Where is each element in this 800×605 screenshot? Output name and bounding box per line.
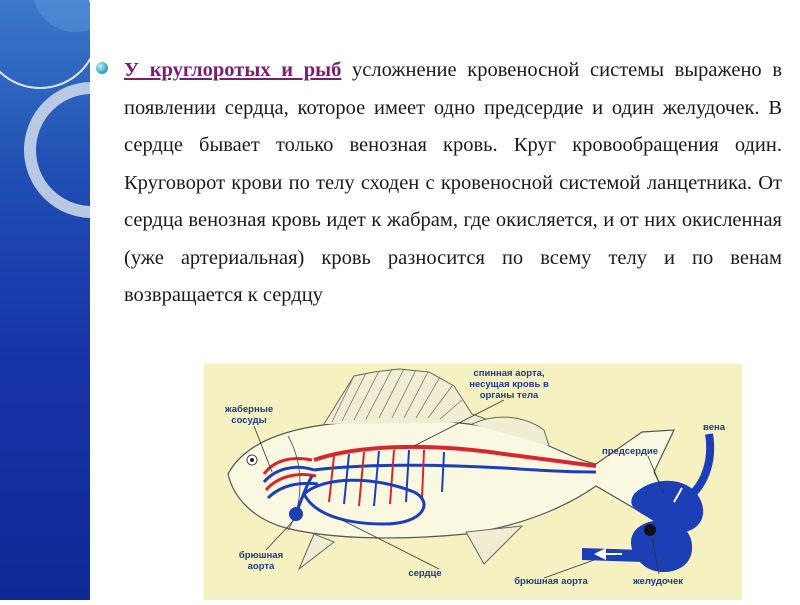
label-heart: сердце [408, 568, 442, 579]
label-ventral-aorta-right: брюшная аорта [514, 576, 588, 587]
label-atrium: предсердие [601, 446, 659, 457]
label-dorsal-aorta: спинная аорта, несущая кровь в органы тела [469, 368, 549, 401]
pelvic-fin [299, 534, 334, 569]
label-ventral-aorta-left: брюшная аорта [238, 550, 284, 572]
slide-paragraph [124, 52, 782, 315]
label-vein: вена [702, 422, 726, 433]
label-gill-vessels: жаберные сосуды [224, 404, 274, 426]
decorative-arcs [0, 0, 90, 600]
decorative-sidebar [0, 0, 90, 600]
label-ventricle: желудочек [632, 576, 683, 587]
bullet-icon [96, 62, 108, 74]
anal-fin [466, 526, 522, 564]
fish-circulation-figure [204, 364, 742, 600]
highlight-term: У круглоротых и рыб [124, 59, 342, 81]
body-text: усложнение кровеносной системы выражено в появлении сердца, которое имеет одно предсердие и один желудочек. В сердце бывает только венозная кровь. Круг кровообращения один. Круговорот крови по телу сходен с кровеносной системой ланцетника. От сердца венозная кровь идет к жабрам, где окисляется, и от них окисленная (уже артериальная) кровь разносится по всему телу и по венам возвращается к сердцу [124, 59, 783, 306]
